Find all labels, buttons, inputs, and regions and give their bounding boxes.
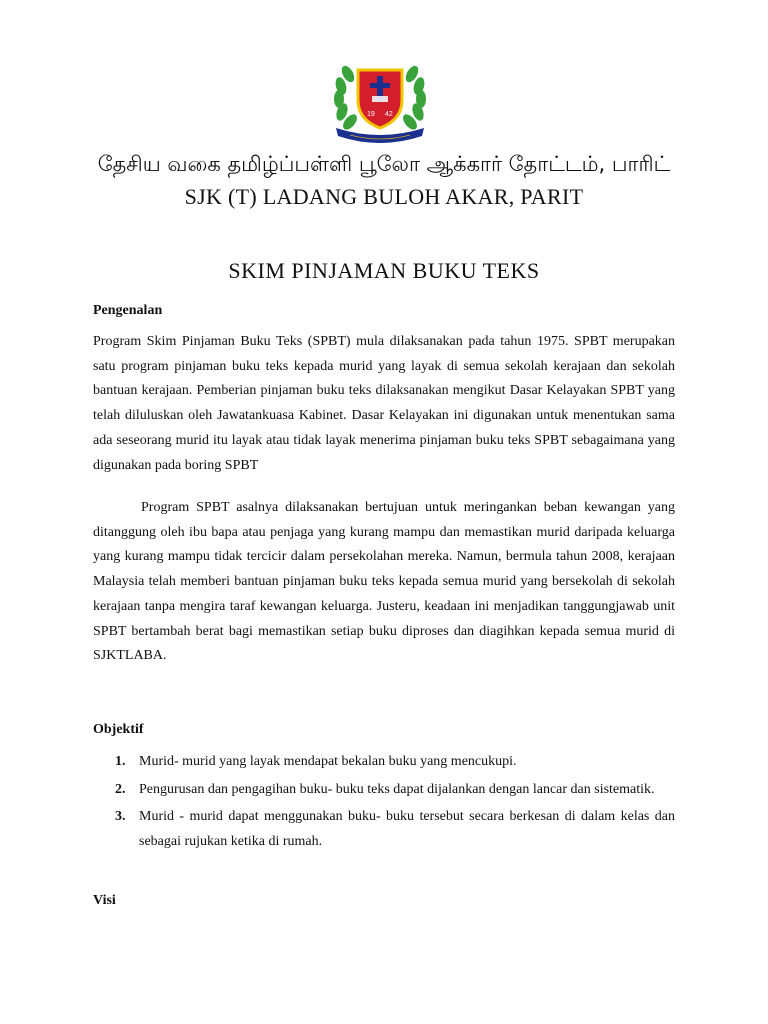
objective-list: [93, 750, 675, 858]
svg-text:19: 19: [367, 111, 375, 118]
svg-text:42: 42: [385, 111, 393, 118]
wreath-left: [334, 64, 360, 132]
section-heading-pengenalan: Pengenalan: [93, 303, 163, 318]
list-number: 2.: [115, 781, 126, 797]
ribbon: [336, 128, 424, 143]
page-title: SKIM PINJAMAN BUKU TEKS: [228, 258, 540, 283]
list-item: [93, 750, 675, 775]
list-number: 3.: [115, 809, 126, 825]
list-item: [93, 778, 675, 803]
school-crest-logo: [328, 56, 432, 144]
wreath-right: [400, 64, 426, 132]
school-name-tamil: தேசிய வகை தமிழ்ப்பள்ளி பூலோ ஆக்கார் தோட்டம், பாரிட்: [97, 152, 671, 176]
list-item-text: Murid- murid yang layak mendapat bekalan buku yang mencukupi.: [139, 754, 517, 769]
paragraph-pengenalan-2: Program SPBT asalnya dilaksanakan bertujuan untuk meringankan beban kewangan yang ditanggung oleh ibu bapa atau penjaga yang kurang mampu dan memastikan murid daripada keluarga yang kurang mampu tidak tercicir dalam persekolahan mereka. Namun, bermula tahun 2008, kerajaan Malaysia telah memberi bantuan pinjaman buku teks kepada semua murid yang bersekolah di sekolah kerajaan tanpa mengira taraf kewangan keluarga. Justeru, keadaan ini menjadikan tanggungjawab unit SPBT bertambah berat bagi memastikan setiap buku diproses dan diagihkan kepada semua murid di SJKTLABA.: [93, 500, 675, 664]
school-name-english: SJK (T) LADANG BULOH AKAR, PARIT: [184, 184, 584, 209]
list-item-text: Murid - murid dapat menggunakan buku- buku tersebut secara berkesan di dalam kelas dan sebagai rujukan ketika di rumah.: [139, 809, 675, 850]
section-heading-objektif: Objektif: [93, 722, 144, 737]
list-number: 1.: [115, 754, 126, 769]
paragraph-pengenalan-1: Program Skim Pinjaman Buku Teks (SPBT) mula dilaksanakan pada tahun 1975. SPBT merupakan satu program pinjaman buku teks kepada murid yang layak di semua sekolah kerajaan dan sekolah bantuan kerajaan. Pemberian pinjaman buku teks dilaksanakan mengikut Dasar Kelayakan SPBT yang telah diluluskan oleh Jawatankuasa Kabinet. Dasar Kelayakan ini digunakan untuk menentukan sama ada seseorang murid itu layak atau tidak layak menerima pinjaman buku teks SPBT sebagaimana yang digunakan pada boring SPBT: [93, 334, 675, 473]
section-heading-visi: Visi: [93, 893, 116, 908]
list-item: [93, 805, 675, 854]
list-item-text: Pengurusan dan pengagihan buku- buku teks dapat dijalankan dengan lancar dan sistematik.: [139, 781, 655, 797]
